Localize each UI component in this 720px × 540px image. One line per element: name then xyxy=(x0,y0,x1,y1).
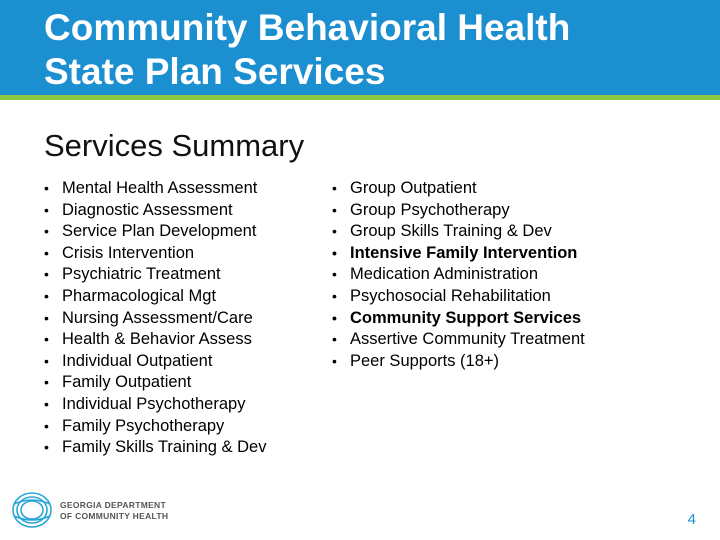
logo-wordmark xyxy=(60,500,168,522)
slide-title-line-1: Community Behavioral Health xyxy=(44,7,571,48)
logo-wordmark-line-2: OF COMMUNITY HEALTH xyxy=(60,511,169,521)
list-item: • Crisis Intervention xyxy=(44,243,266,265)
list-item: • Health & Behavior Assess xyxy=(44,329,266,351)
list-item: • Individual Psychotherapy xyxy=(44,394,266,416)
list-item: • Peer Supports (18+) xyxy=(332,351,585,373)
list-item: • Family Outpatient xyxy=(44,372,266,394)
services-list-right xyxy=(332,178,585,372)
list-item: • Family Skills Training & Dev xyxy=(44,437,266,459)
banner-accent-rule xyxy=(0,95,720,100)
slide-title xyxy=(44,6,570,94)
list-item: • Individual Outpatient xyxy=(44,351,266,373)
page-number: 4 xyxy=(687,511,696,528)
list-item: • Intensive Family Intervention xyxy=(332,243,585,265)
list-item: • Psychosocial Rehabilitation xyxy=(332,286,585,308)
list-item: • Family Psychotherapy xyxy=(44,416,266,438)
list-item: • Community Support Services xyxy=(332,308,585,330)
list-item: • Diagnostic Assessment xyxy=(44,200,266,222)
list-item: • Group Outpatient xyxy=(332,178,585,200)
list-item: • Mental Health Assessment xyxy=(44,178,266,200)
list-item: • Service Plan Development xyxy=(44,221,266,243)
list-item: • Psychiatric Treatment xyxy=(44,264,266,286)
list-item: • Group Skills Training & Dev xyxy=(332,221,585,243)
list-item: • Pharmacological Mgt xyxy=(44,286,266,308)
list-item: • Assertive Community Treatment xyxy=(332,329,585,351)
list-item: • Medication Administration xyxy=(332,264,585,286)
slide-title-line-2: State Plan Services xyxy=(44,51,386,92)
logo-wordmark-line-1: GEORGIA DEPARTMENT xyxy=(60,500,166,510)
list-item: • Nursing Assessment/Care xyxy=(44,308,266,330)
list-item: • Group Psychotherapy xyxy=(332,200,585,222)
slide-subtitle: Services Summary xyxy=(44,128,305,163)
services-list-left xyxy=(44,178,266,459)
